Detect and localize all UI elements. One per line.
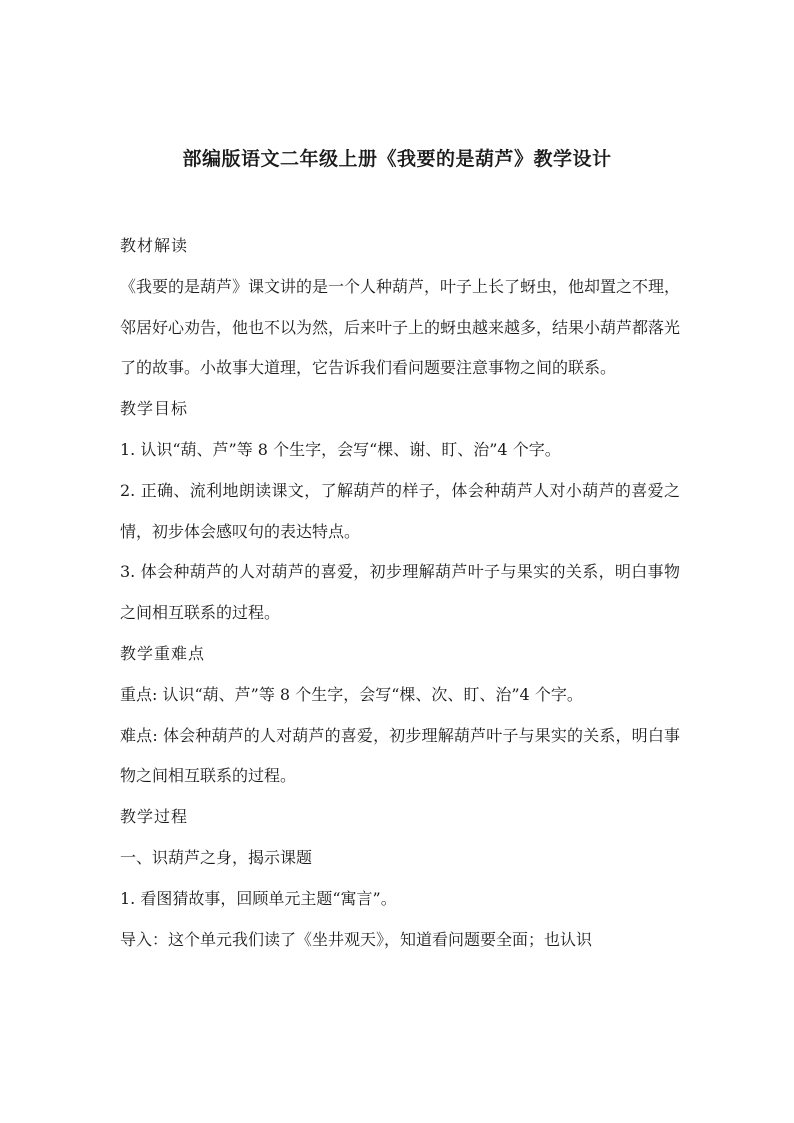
- section-heading-goals: 教学目标: [120, 399, 189, 419]
- difficult-point: 难点: 体会种葫芦的人对葫芦的喜爱，初步理解葫芦叶子与果实的关系，明白事物之间相互联系的过程。: [120, 725, 680, 786]
- goal-item-3: 3. 体会种葫芦的人对葫芦的喜爱，初步理解葫芦叶子与果实的关系，明白事物之间相互联系的过程。: [120, 562, 680, 623]
- paragraph-material: 《我要的是葫芦》课文讲的是一个人种葫芦，叶子上长了蚜虫，他却置之不理，邻居好心劝告，他也不以为然，后来叶子上的蚜虫越来越多，结果小葫芦都落光了的故事。小故事大道理，它告诉我们看问题要注意事物之间的联系。: [120, 276, 681, 378]
- intro-paragraph: 导入：这个单元我们读了《坐井观天》，知道看问题要全面；也认识: [120, 929, 593, 949]
- goal-item-1: 1. 认识“葫、芦”等 8 个生字，会写“棵、谢、盯、治”4 个字。: [120, 439, 561, 459]
- goal-item-2: 2. 正确、流利地朗读课文，了解葫芦的样子，体会种葫芦人对小葫芦的喜爱之情，初步体会感叹句的表达特点。: [120, 480, 680, 541]
- key-point: 重点: 认识“葫、芦”等 8 个生字，会写“棵、次、盯、治”4 个字。: [120, 684, 583, 704]
- section-heading-key: 教学重难点: [120, 643, 206, 663]
- document-body: [120, 226, 680, 960]
- section-heading-material: 教材解读: [120, 236, 189, 255]
- step-item-1: 1. 看图猜故事，回顾单元主题“寓言”。: [120, 888, 397, 908]
- section-heading-process: 教学过程: [120, 807, 189, 827]
- document-title: 部编版语文二年级上册《我要的是葫芦》教学设计: [182, 148, 612, 170]
- step-heading: 一、识葫芦之身，揭示课题: [120, 847, 313, 867]
